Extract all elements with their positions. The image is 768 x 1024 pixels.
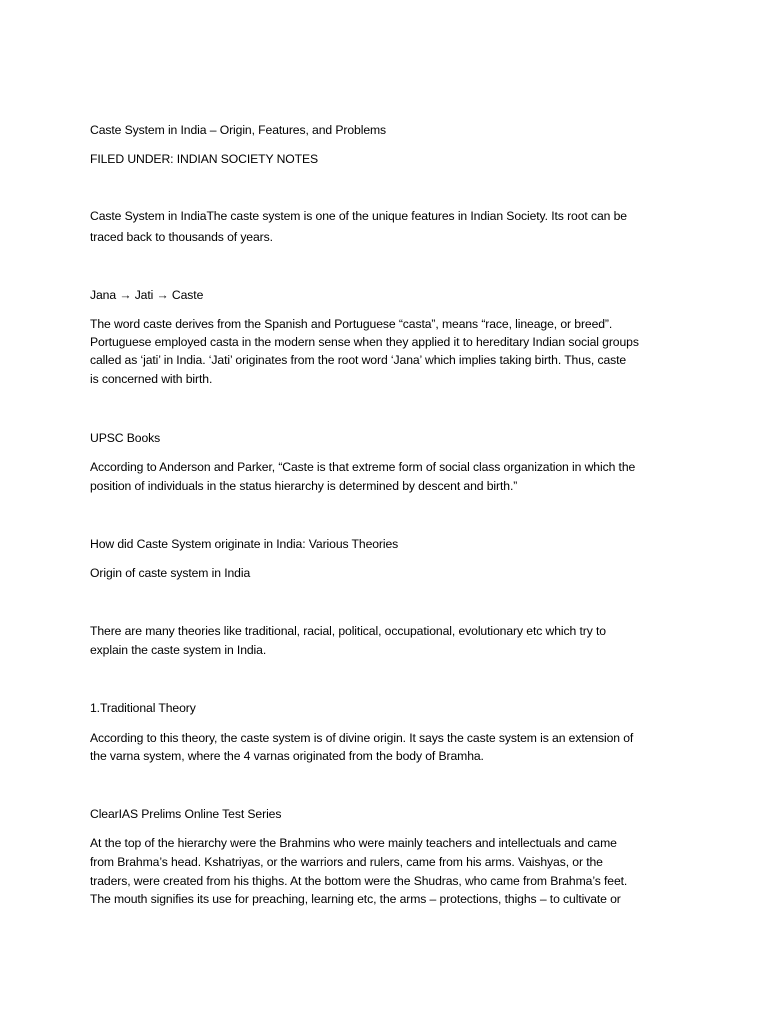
word-caste-line-3: called as ‘jati’ in India. ‘Jati’ originates from the root word ‘Jana’ which implies taking birth. Thus, caste (90, 353, 627, 367)
hierarchy-line-3: traders, were created from his thighs. At the bottom were the Shudras, who came from Brahma’s feet. (90, 874, 628, 888)
intro-line-2: traced back to thousands of years. (90, 230, 273, 244)
theories-line-1: There are many theories like traditional, racial, political, occupational, evolutionary etc which try to (90, 624, 606, 638)
hierarchy-line-4: The mouth signifies its use for preaching, learning etc, the arms – protections, thighs – to cultivate or (90, 892, 621, 906)
anderson-line-2: position of individuals in the status hierarchy is determined by descent and birth.” (90, 479, 518, 493)
intro-line-1: Caste System in IndiaThe caste system is one of the unique features in Indian Society. Its root can be (90, 209, 627, 223)
how-originate-heading: How did Caste System originate in India: Various Theories (90, 537, 399, 551)
document-title: Caste System in India – Origin, Features, and Problems (90, 123, 387, 137)
filed-under: FILED UNDER: INDIAN SOCIETY NOTES (90, 152, 319, 166)
hierarchy-line-1: At the top of the hierarchy were the Brahmins who were mainly teachers and intellectuals and came (90, 836, 617, 850)
anderson-line-1: According to Anderson and Parker, “Caste is that extreme form of social class organization in which the (90, 460, 636, 474)
word-caste-line-1: The word caste derives from the Spanish and Portuguese “casta”, means “race, lineage, or breed”. (90, 317, 613, 331)
theories-line-2: explain the caste system in India. (90, 643, 267, 657)
word-caste-line-2: Portuguese employed casta in the modern sense when they applied it to hereditary Indian social groups (90, 335, 639, 349)
word-caste-line-4: is concerned with birth. (90, 372, 213, 386)
traditional-line-2: the varna system, where the 4 varnas originated from the body of Bramha. (90, 749, 484, 763)
traditional-heading: 1.Traditional Theory (90, 701, 196, 715)
jana-heading: Jana → Jati → Caste (90, 288, 204, 302)
clearias-heading: ClearIAS Prelims Online Test Series (90, 807, 282, 821)
origin-heading: Origin of caste system in India (90, 566, 251, 580)
upsc-books: UPSC Books (90, 431, 161, 445)
traditional-line-1: According to this theory, the caste system is of divine origin. It says the caste system is an extension of (90, 731, 634, 745)
hierarchy-line-2: from Brahma’s head. Kshatriyas, or the warriors and rulers, came from his arms. Vaishyas, or the (90, 855, 603, 869)
